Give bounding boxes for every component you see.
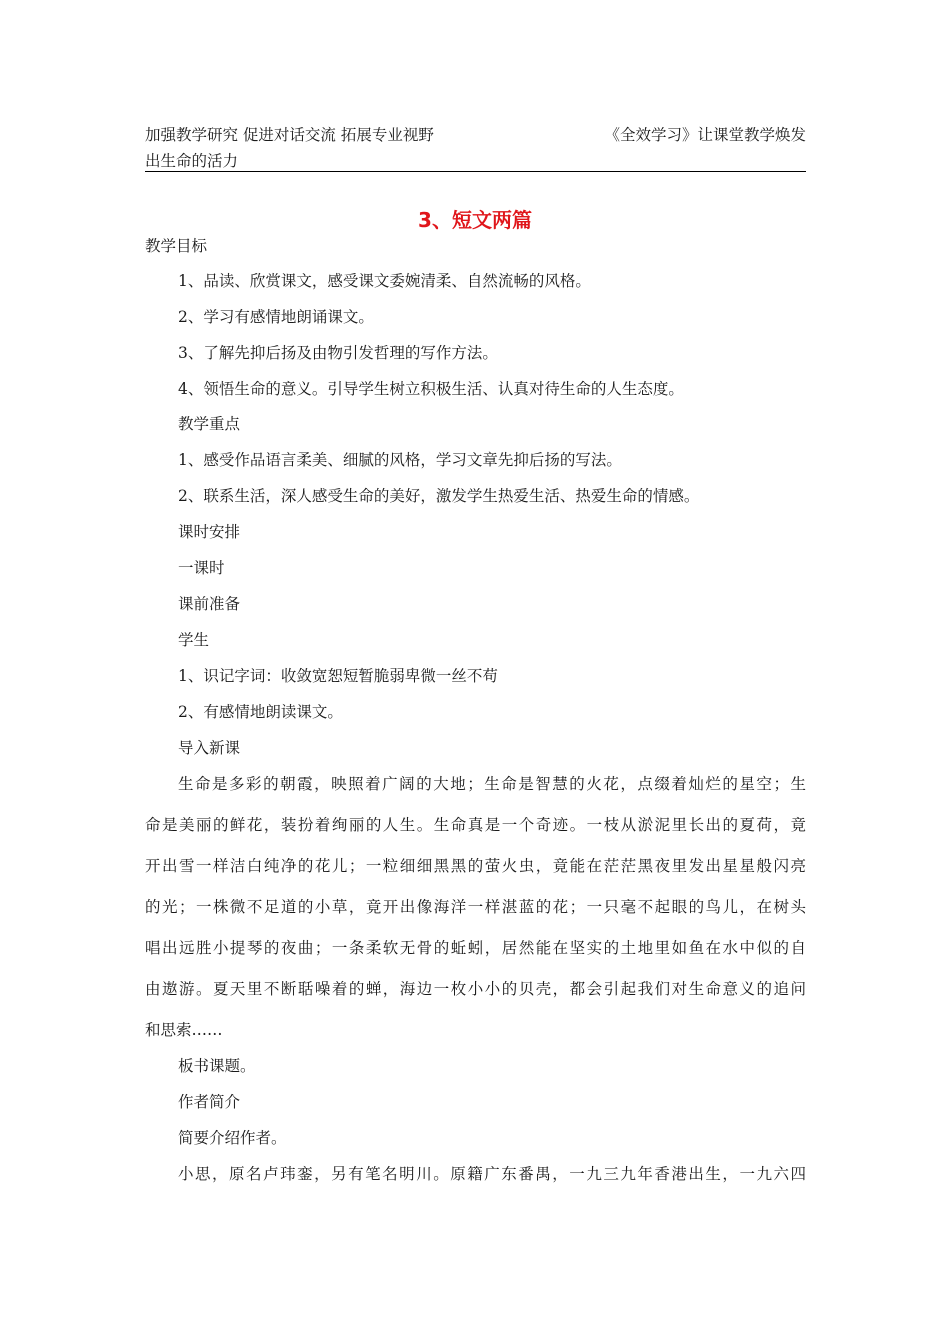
header-slogan-continuation: 出生命的活力 <box>145 152 239 170</box>
intro-paragraph-line: 的光；一株微不足道的小草，竟开出像海洋一样湛蓝的花；一只毫不起眼的鸟儿，在树头 <box>145 898 806 916</box>
intro-paragraph-line: 开出雪一样洁白纯净的花儿；一粒细细黑黑的萤火虫，竟能在茫茫黑夜里发出星星般闪亮 <box>145 857 806 875</box>
author-heading: 作者简介 <box>178 1093 241 1111</box>
preparation-subheading: 学生 <box>178 631 210 649</box>
key-point-item: 1、感受作品语言柔美、细腻的风格，学习文章先抑后扬的写法。 <box>178 451 622 469</box>
preparation-item: 1、识记字词：收敛宽恕短暂脆弱卑微一丝不苟 <box>178 667 498 685</box>
objective-item: 3、了解先抑后扬及由物引发哲理的写作方法。 <box>178 344 498 362</box>
header-divider <box>145 171 806 172</box>
key-points-heading: 教学重点 <box>178 415 241 433</box>
preparation-heading: 课前准备 <box>178 595 241 613</box>
objective-item: 2、学习有感情地朗诵课文。 <box>178 308 374 326</box>
key-point-item: 2、联系生活，深人感受生命的美好，激发学生热爱生活、热爱生命的情感。 <box>178 487 700 505</box>
intro-paragraph-line: 命是美丽的鲜花，装扮着绚丽的人生。生命真是一个奇迹。一枝从淤泥里长出的夏荷，竟 <box>145 816 806 834</box>
lesson-title: 3、短文两篇 <box>418 208 532 232</box>
intro-paragraph-line: 由遨游。夏天里不断聒噪着的蝉，海边一枚小小的贝壳，都会引起我们对生命意义的追问 <box>145 980 806 998</box>
author-brief: 简要介绍作者。 <box>178 1129 287 1147</box>
schedule-value: 一课时 <box>178 559 225 577</box>
preparation-item: 2、有感情地朗读课文。 <box>178 703 343 721</box>
intro-paragraph-line: 生命是多彩的朝霞，映照着广阔的大地；生命是智慧的火花，点缀着灿烂的星空；生 <box>178 775 806 793</box>
objective-item: 4、领悟生命的意义。引导学生树立积极生活、认真对待生命的人生态度。 <box>178 380 684 398</box>
author-bio-line: 小思，原名卢玮銮，另有笔名明川。原籍广东番禺，一九三九年香港出生，一九六四 <box>178 1165 806 1183</box>
schedule-heading: 课时安排 <box>178 523 241 541</box>
intro-paragraph-line: 和思索…… <box>145 1021 223 1039</box>
objectives-heading: 教学目标 <box>145 237 208 255</box>
intro-paragraph-line: 唱出远胜小提琴的夜曲；一条柔软无骨的蚯蚓，居然能在坚实的土地里如鱼在水中似的自 <box>145 939 806 957</box>
objective-item: 1、品读、欣赏课文，感受课文委婉清柔、自然流畅的风格。 <box>178 272 591 290</box>
intro-heading: 导入新课 <box>178 739 241 757</box>
header-slogan: 加强教学研究 促进对话交流 拓展专业视野 <box>145 126 434 144</box>
header-brand: 《全效学习》让课堂教学焕发 <box>604 126 806 144</box>
board-title-note: 板书课题。 <box>178 1057 256 1075</box>
